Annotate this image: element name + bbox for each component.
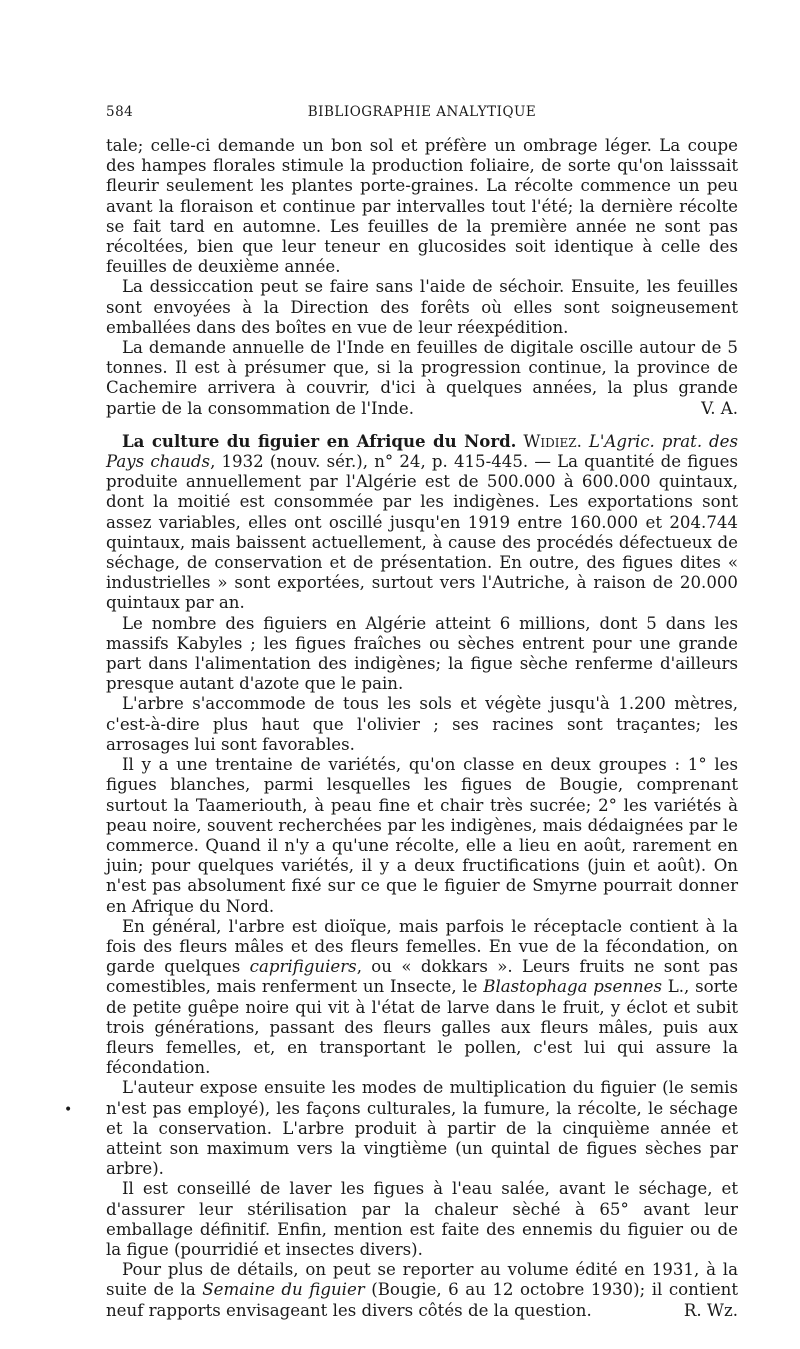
article-title: La culture du figuier en Afrique du Nord. <box>122 430 517 451</box>
page-body <box>106 102 738 1321</box>
article-paragraph: L'arbre s'accommode de tous les sols et végète jusqu'à 1.200 mètres, c'est-à-dire plus haut que l'olivier ; ses racines sont traçantes; les arrosages lui sont favorables. <box>106 694 738 754</box>
article-paragraph: Il est conseillé de laver les figues à l'eau salée, avant le séchage, et d'assurer leur stérilisation par la chaleur sèché à 65° avant leur emballage définitif. Enfin, mention est faite des ennemis du figuier ou de la figue (pourridié et insectes divers). <box>106 1179 738 1259</box>
article-author: Widiez. <box>523 431 582 451</box>
continuation-paragraph <box>106 338 738 419</box>
review-signature: V. A. <box>701 398 738 418</box>
paragraph-text: La demande annuelle de l'Inde en feuilles de digitale oscille autour de 5 tonnes. Il est à présumer que, si la progression continue, la province de Cachemire arrivera à couvrir, d'ici à quelques années, la plus grande partie de la consommation de l'Inde. <box>106 338 738 418</box>
running-title: BIBLIOGRAPHIE ANALYTIQUE <box>307 104 537 120</box>
continuation-paragraph: La dessiccation peut se faire sans l'aide de séchoir. Ensuite, les feuilles sont envoyées à la Direction des forêts où elles sont soigneusement emballées dans des boîtes en vue de leur réexpédition. <box>106 277 738 337</box>
article-citation: , 1932 (nouv. sér.), n° 24, p. 415-445. — La quantité de figues produite annuellement par l'Algérie est de 500.000 à 600.000 quintaux, dont la moitié est consommée par les indigènes. Les exportations sont assez variables, elles ont oscillé jusqu'en 1919 entre 160.000 et 204.744 quintaux, mais baissent actuellement, à cause des procédés défectueux de séchage, de conservation et de présentation. En outre, des figues dites « industrielles » sont exportées, surtout vers l'Autriche, à raison de 20.000 quintaux par an. <box>106 452 738 613</box>
page-number: 584 <box>106 104 134 120</box>
paragraph-text: (Bougie, 6 au 12 octobre 1930); il contient neuf rapports envisageant les divers côtés de la question. <box>106 1280 738 1320</box>
article-paragraph: L'auteur expose ensuite les modes de multiplication du figuier (le semis n'est pas employé), les façons culturales, la fumure, la récolte, le séchage et la conservation. L'arbre produit à partir de la cinquième année et atteint son maximum vers la vingtième (un quintal de figues sèches par arbre). <box>106 1078 738 1179</box>
paragraph-text: L., sorte de petite guêpe noire qui vit à l'état de larve dans le fruit, y éclot et subit trois générations, passant des fleurs galles aux fleurs mâles, puis aux fleurs femelles, et, en transportant le pollen, c'est lui qui assure la fécondation. <box>106 977 738 1078</box>
italic-title: Semaine du figuier <box>202 1280 365 1300</box>
article-paragraph: Il y a une trentaine de variétés, qu'on classe en deux groupes : 1° les figues blanches, parmi lesquelles les figues de Bougie, comprenant surtout la Taameriouth, à peau fine et chair très sucrée; 2° les variétés à peau noire, souvent recherchées par les indigènes, mais dédaignées par le commerce. Quand il n'y a qu'une récolte, elle a lieu en août, rarement en juin; pour quelques variétés, il y a deux fructifications (juin et août). On n'est pas absolument fixé sur ce que le figuier de Smyrne pourrait donner en Afrique du Nord. <box>106 755 738 916</box>
paragraph-text: En général, l'arbre est dioïque, mais parfois le réceptacle contient à la fois des fleurs mâles et des fleurs femelles. En vue de la fécondation, on garde quelques <box>106 916 738 977</box>
running-head <box>106 102 738 126</box>
species-name: Blastophaga psennes <box>483 977 662 997</box>
article-paragraph <box>106 917 738 1079</box>
margin-mark: • <box>64 1102 73 1118</box>
review-signature: R. Wz. <box>683 1300 738 1320</box>
article-paragraph <box>106 1260 738 1321</box>
article-paragraph: Le nombre des figuiers en Algérie atteint 6 millions, dont 5 dans les massifs Kabyles ; les figues fraîches ou sèches entrent pour une grande part dans l'alimentation des indigènes; la figue sèche renferme d'ailleurs presque autant d'azote que le pain. <box>106 613 738 694</box>
article-header-paragraph <box>106 431 738 614</box>
journal-name: L'Agric. prat. des Pays chauds <box>106 431 738 472</box>
paragraph-text: , ou « dokkars ». Leurs fruits ne sont pas comestibles, mais renferment un Insecte, le <box>106 957 738 997</box>
italic-term: caprifiguiers <box>249 957 357 977</box>
continuation-paragraph: tale; celle-ci demande un bon sol et préfère un ombrage léger. La coupe des hampes florales stimule la production foliaire, de sorte qu'on laisssait fleurir seulement les plantes porte-graines. La récolte commence un peu avant la floraison et continue par intervalles tout l'été; la dernière récolte se fait tard en automne. Les feuilles de la première année ne sont pas récoltées, bien que leur teneur en glucosides soit identique à celle des feuilles de deuxième année. <box>106 136 738 277</box>
paragraph-text: Pour plus de détails, on peut se reporter au volume édité en 1931, à la suite de la <box>106 1260 738 1300</box>
